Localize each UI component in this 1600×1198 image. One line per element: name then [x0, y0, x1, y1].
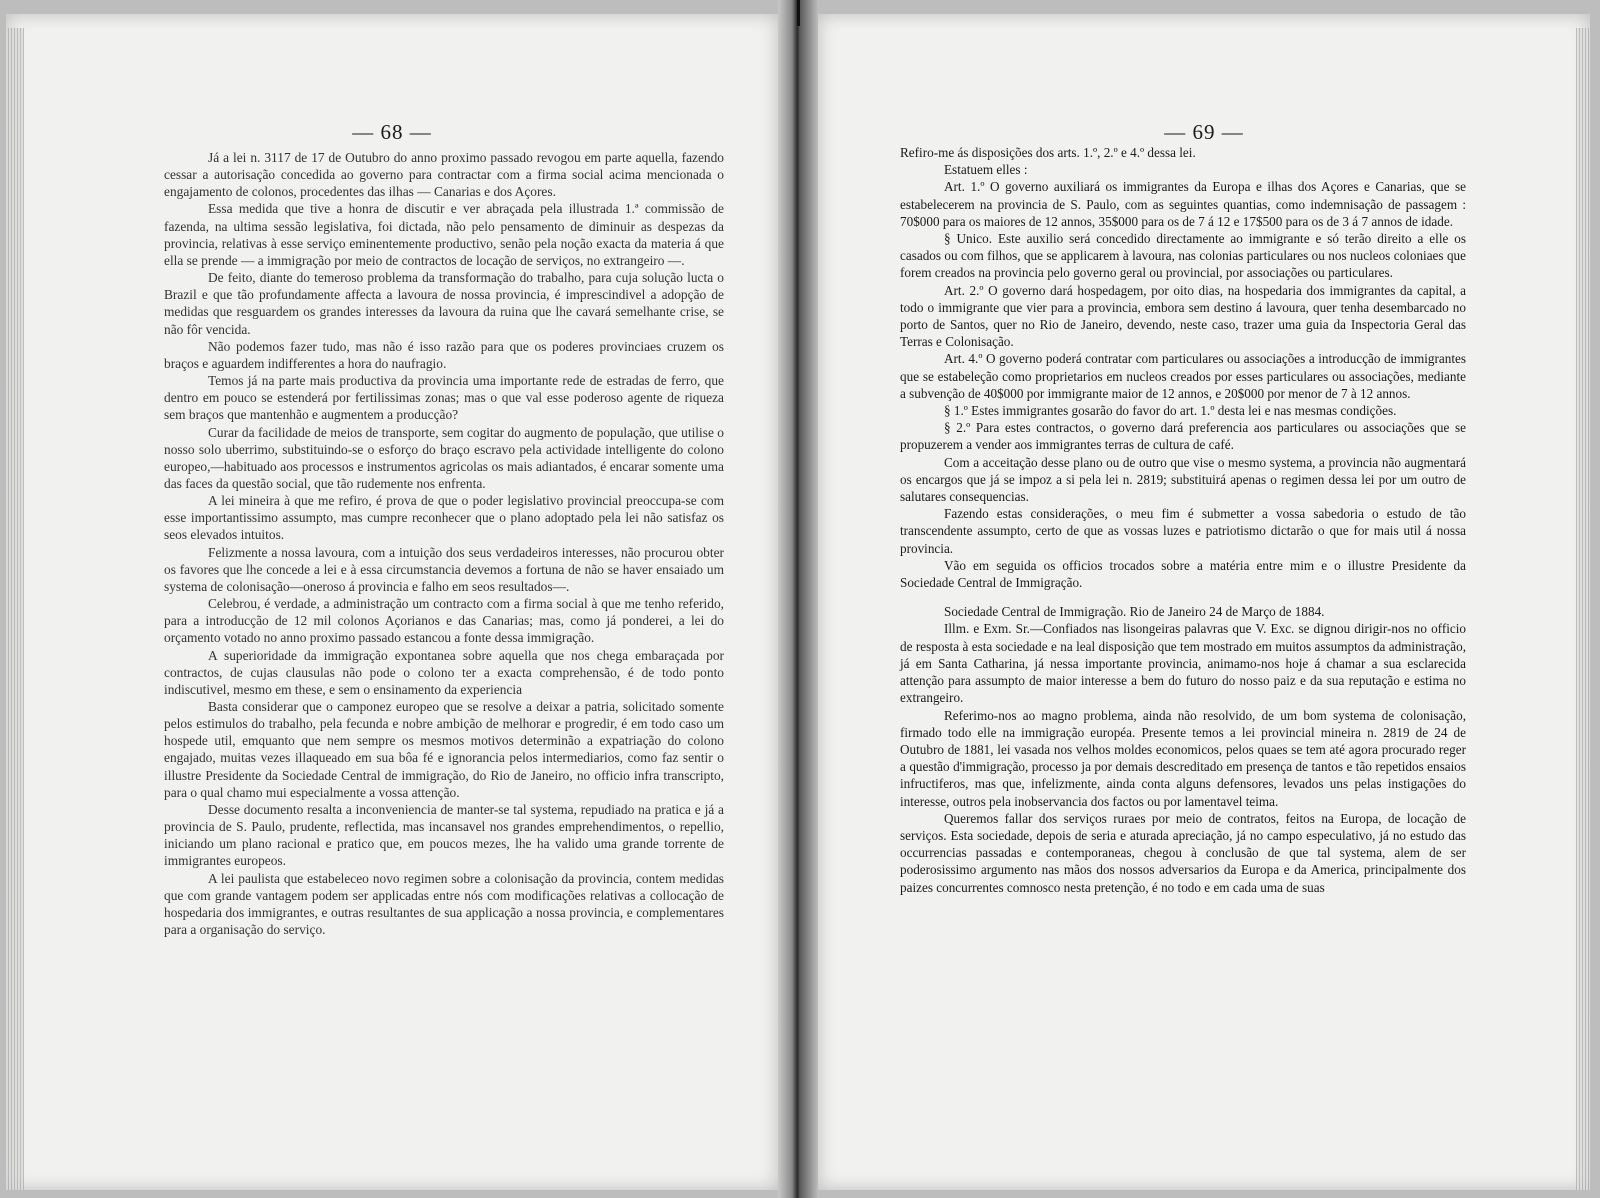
left-page-edge: [6, 28, 24, 1190]
paragraph: § 2.º Para estes contractos, o governo dará preferencia aos particulares ou associações que se propuzerem a vender aos immigrantes terras de cultura de café.: [900, 420, 1466, 453]
paragraph: Estatuem elles :: [944, 162, 1028, 178]
paragraph: Illm. e Exm. Sr.—Confiados nas lisongeiras palavras que V. Exc. se dignou dirigir-nos no officio de resposta à esta sociedade e na leal disposição que tem mostrado em muitos assumptos da administração, já em Santa Catharina, já nessa importante provincia, animamo-nos hoje á chamar a sua esclarecida attenção para assumpto de maior interesse a bem do futuro do nosso paiz e da sua reputação e estima no extrangeiro.: [900, 621, 1466, 706]
paragraph: A lei mineira à que me refiro, é prova de que o poder legislativo provincial preoccupa-se com esse importantissimo assumpto, mas cumpre reconhecer que o plano adoptado pela lei não satisfaz os seos elevados intuitos.: [164, 493, 724, 543]
left-page-text: [164, 149, 724, 938]
book-gutter: [778, 0, 818, 1198]
paragraph: Art. 4.º O governo poderá contratar com particulares ou associações a introducção de immigrantes que se estabeleção como proprietarios em nucleos creados por esses particulares ou associações, mediante a subvenção de 40$000 por immigrante maior de 12 annos, e 20$000 por menor de 7 à 12 annos.: [900, 351, 1466, 401]
right-page-number: — 69 —: [1164, 120, 1244, 144]
binding-mark: [797, 0, 800, 26]
paragraph: Celebrou, é verdade, a administração um contracto com a firma social à que me tenho referido, para a introducção de 12 mil colonos Açorianos e das Canarias; mas, como já ponderei, a lei do orçamento votado no anno proximo passado estancou a fonte dessa immigração.: [164, 596, 724, 646]
paragraph: Felizmente a nossa lavoura, com a intuição dos seus verdadeiros interesses, não procurou obter os favores que lhe concede a lei e à essa circumstancia devemos a fortuna de não se haver ensaiado um systema de colonisação—oneroso á provincia e falho em seos resultados—.: [164, 544, 724, 594]
paragraph: Temos já na parte mais productiva da provincia uma importante rede de estradas de ferro, que dentro em pouco se estenderá por fertilissimas zonas; mas o que val esse poderoso agente de riqueza sem braços que mantenhão e augmentem a producção?: [164, 373, 724, 423]
paragraph: Art. 1.º O governo auxiliará os immigrantes da Europa e ilhas dos Açores e Canarias, que se estabelecerem na provincia de S. Paulo, com as seguintes quantias, como indemnisação de passagem : 70$000 para os maiores de 12 annos, 35$000 para os de 7 á 12 e 17$500 para os de 3 á 7 annos de idade.: [900, 179, 1466, 229]
paragraph: Desse documento resalta a inconveniencia de manter-se tal systema, repudiado na pratica e já a provincia de S. Paulo, prudente, reflectida, mas incansavel nos grandes emprehendimentos, o repellio, iniciando um plano racional e pratico que, em poucos mezes, lhe ha valido uma grande torrente de immigrantes europeos.: [164, 801, 724, 869]
paragraph: Curar da facilidade de meios de transporte, sem cogitar do augmento de população, que utilise o nosso solo uberrimo, substituindo-se o esforço do braço escravo pela actividade intelligente do colono europeo,—habituado aos processos e instrumentos agricolas os mais adiantados, é encarar somente uma das faces da questão social, que tão rudemente nos enfrenta.: [164, 424, 724, 491]
paragraph: Vão em seguida os officios trocados sobre a matéria entre mim e o illustre Presidente da Sociedade Central de Immigração.: [900, 557, 1466, 591]
right-page-text: [900, 144, 1466, 896]
paragraph: Queremos fallar dos serviços ruraes por meio de contratos, feitos na Europa, de locação de serviços. Esta sociedade, depois de seria e aturada apreciação, já no campo especulativo, já no estudo das occurrencias passadas e contemporaneas, chegou à conclusão de que tal systema, alem de ser poderosissimo argumento nas mãos dos nossos adversarios da Europa e da America, principalmente dos paizes concurrentes comnosco nesta pretenção, é no todo e em cada uma de suas: [900, 810, 1466, 895]
paragraph: § 1.º Estes immigrantes gosarão do favor do art. 1.º desta lei e nas mesmas condições.: [944, 403, 1397, 419]
right-page-edge: [1576, 28, 1590, 1190]
paragraph: De feito, diante do temeroso problema da transformação do trabalho, para cuja solução lucta o Brazil e que tão profundamente affecta a lavoura de nossa provincia, é imprescindivel a adopção de medidas que resguardem os grandes interesses da lavoura da ruina que lhe cavará semelhante crise, se não fôr vencida.: [164, 270, 724, 337]
paragraph: Não podemos fazer tudo, mas não é isso razão para que os poderes provinciaes cruzem os braços e aguardem indifferentes a hora do naufragio.: [164, 338, 724, 371]
paragraph: Já a lei n. 3117 de 17 de Outubro do anno proximo passado revogou em parte aquella, fazendo cessar a autorisação concedida ao governo para contractar com a firma social acima mencionada o engajamento de colonos, procedentes das ilhas — Canarias e dos Açores.: [164, 150, 724, 200]
paragraph: § Unico. Este auxilio será concedido directamente ao immigrante e só terão direito a elle os casados ou com filhos, que se applicarem à lavoura, nas colonias particulares ou nos nucleos coloniaes que forem creados na provincia pelo governo geral ou provincial, por associações ou particulares.: [900, 231, 1466, 281]
left-page-number: — 68 —: [352, 120, 432, 144]
paragraph: Com a acceitação desse plano ou de outro que vise o mesmo systema, a provincia não augmentará os encargos que já se impoz a si pela lei n. 2819; substituirá apenas o regimen dessa lei por um outro de salutares consequencias.: [900, 454, 1466, 505]
left-page: [6, 14, 778, 1190]
paragraph: Refiro-me ás disposições dos arts. 1.º, 2.º e 4.º dessa lei.: [900, 145, 1196, 160]
paragraph: Fazendo estas considerações, o meu fim é submetter a vossa sabedoria o estudo de tão transcendente assumpto, certo de que as vossas luzes e patriotismo dictarão o que for mais util á nossa provincia.: [900, 506, 1466, 556]
paragraph: Art. 2.º O governo dará hospedagem, por oito dias, na hospedaria dos immigrantes da capital, a todo o immigrante que vier para a provincia, embora sem destino á lavoura, quer tenha desembarcado no porto de Santos, quer no Rio de Janeiro, devendo, neste caso, trazer uma guia da Inspectoria Geral das Terras e Colonisação.: [900, 282, 1466, 350]
right-page: [818, 14, 1590, 1190]
paragraph: A lei paulista que estabeleceo novo regimen sobre a colonisação da provincia, contem medidas que com grande vantagem podem ser applicadas entre nós com modificações relativas a collocação de hospedaria dos immigrantes, e outras resultantes de sua applicação a nossa provincia, e complementares para a organisação do serviço.: [164, 870, 724, 938]
paragraph: Referimo-nos ao magno problema, ainda não resolvido, de um bom systema de colonisação, firmado todo elle na immigração européa. Presente temos a lei provincial mineira n. 2819 de 24 de Outubro de 1881, lei vasada nos velhos moldes economicos, pelos quaes se tem até agora procurado reger a questão d'immigração, processo ja por demais descreditado em presença de tantos e tão repetidos ensaios infructiferos, mas que, infelizmente, ainda conta alguns defensores, levados uns pelas instigações do interesse, outros pela inobservancia dos factos ou por lamentavel teima.: [900, 707, 1466, 809]
paragraph: A superioridade da immigração expontanea sobre aquella que nos chega embaraçada por contractos, de cujas clausulas não pode o colono ter a exacta comprehensão, é de todo ponto indiscutivel, mesmo em these, e sem o ensinamento da experiencia: [164, 647, 724, 697]
paragraph: Sociedade Central de Immigração. Rio de Janeiro 24 de Março de 1884.: [944, 604, 1325, 620]
paragraph: Basta considerar que o camponez europeo que se resolve a deixar a patria, solicitado somente pelos estimulos do trabalho, pela fecunda e nobre ambição de melhorar e progredir, é em todo caso um hospede util, emquanto que nem sempre os mesmos motivos determinão a expatriação do colono engajado, muitas vezes illaqueado em sua bôa fé e ignorancia pelos intermediarios, como faz sentir o illustre Presidente da Sociedade Central de immigração, do Rio de Janeiro, no officio infra transcripto, para o qual chamo mui especialmente a vossa attenção.: [164, 699, 724, 800]
paragraph: Essa medida que tive a honra de discutir e ver abraçada pela illustrada 1.ª commissão de fazenda, na ultima sessão legislativa, foi dictada, não pelo pensamento de diminuir as despezas da provincia, relativas à esse serviço eminentemente productivo, senão pela noção exacta da materia á que ella se prende — a immigração por meio de contractos de locação de serviços, no extrangeiro —.: [164, 201, 724, 268]
